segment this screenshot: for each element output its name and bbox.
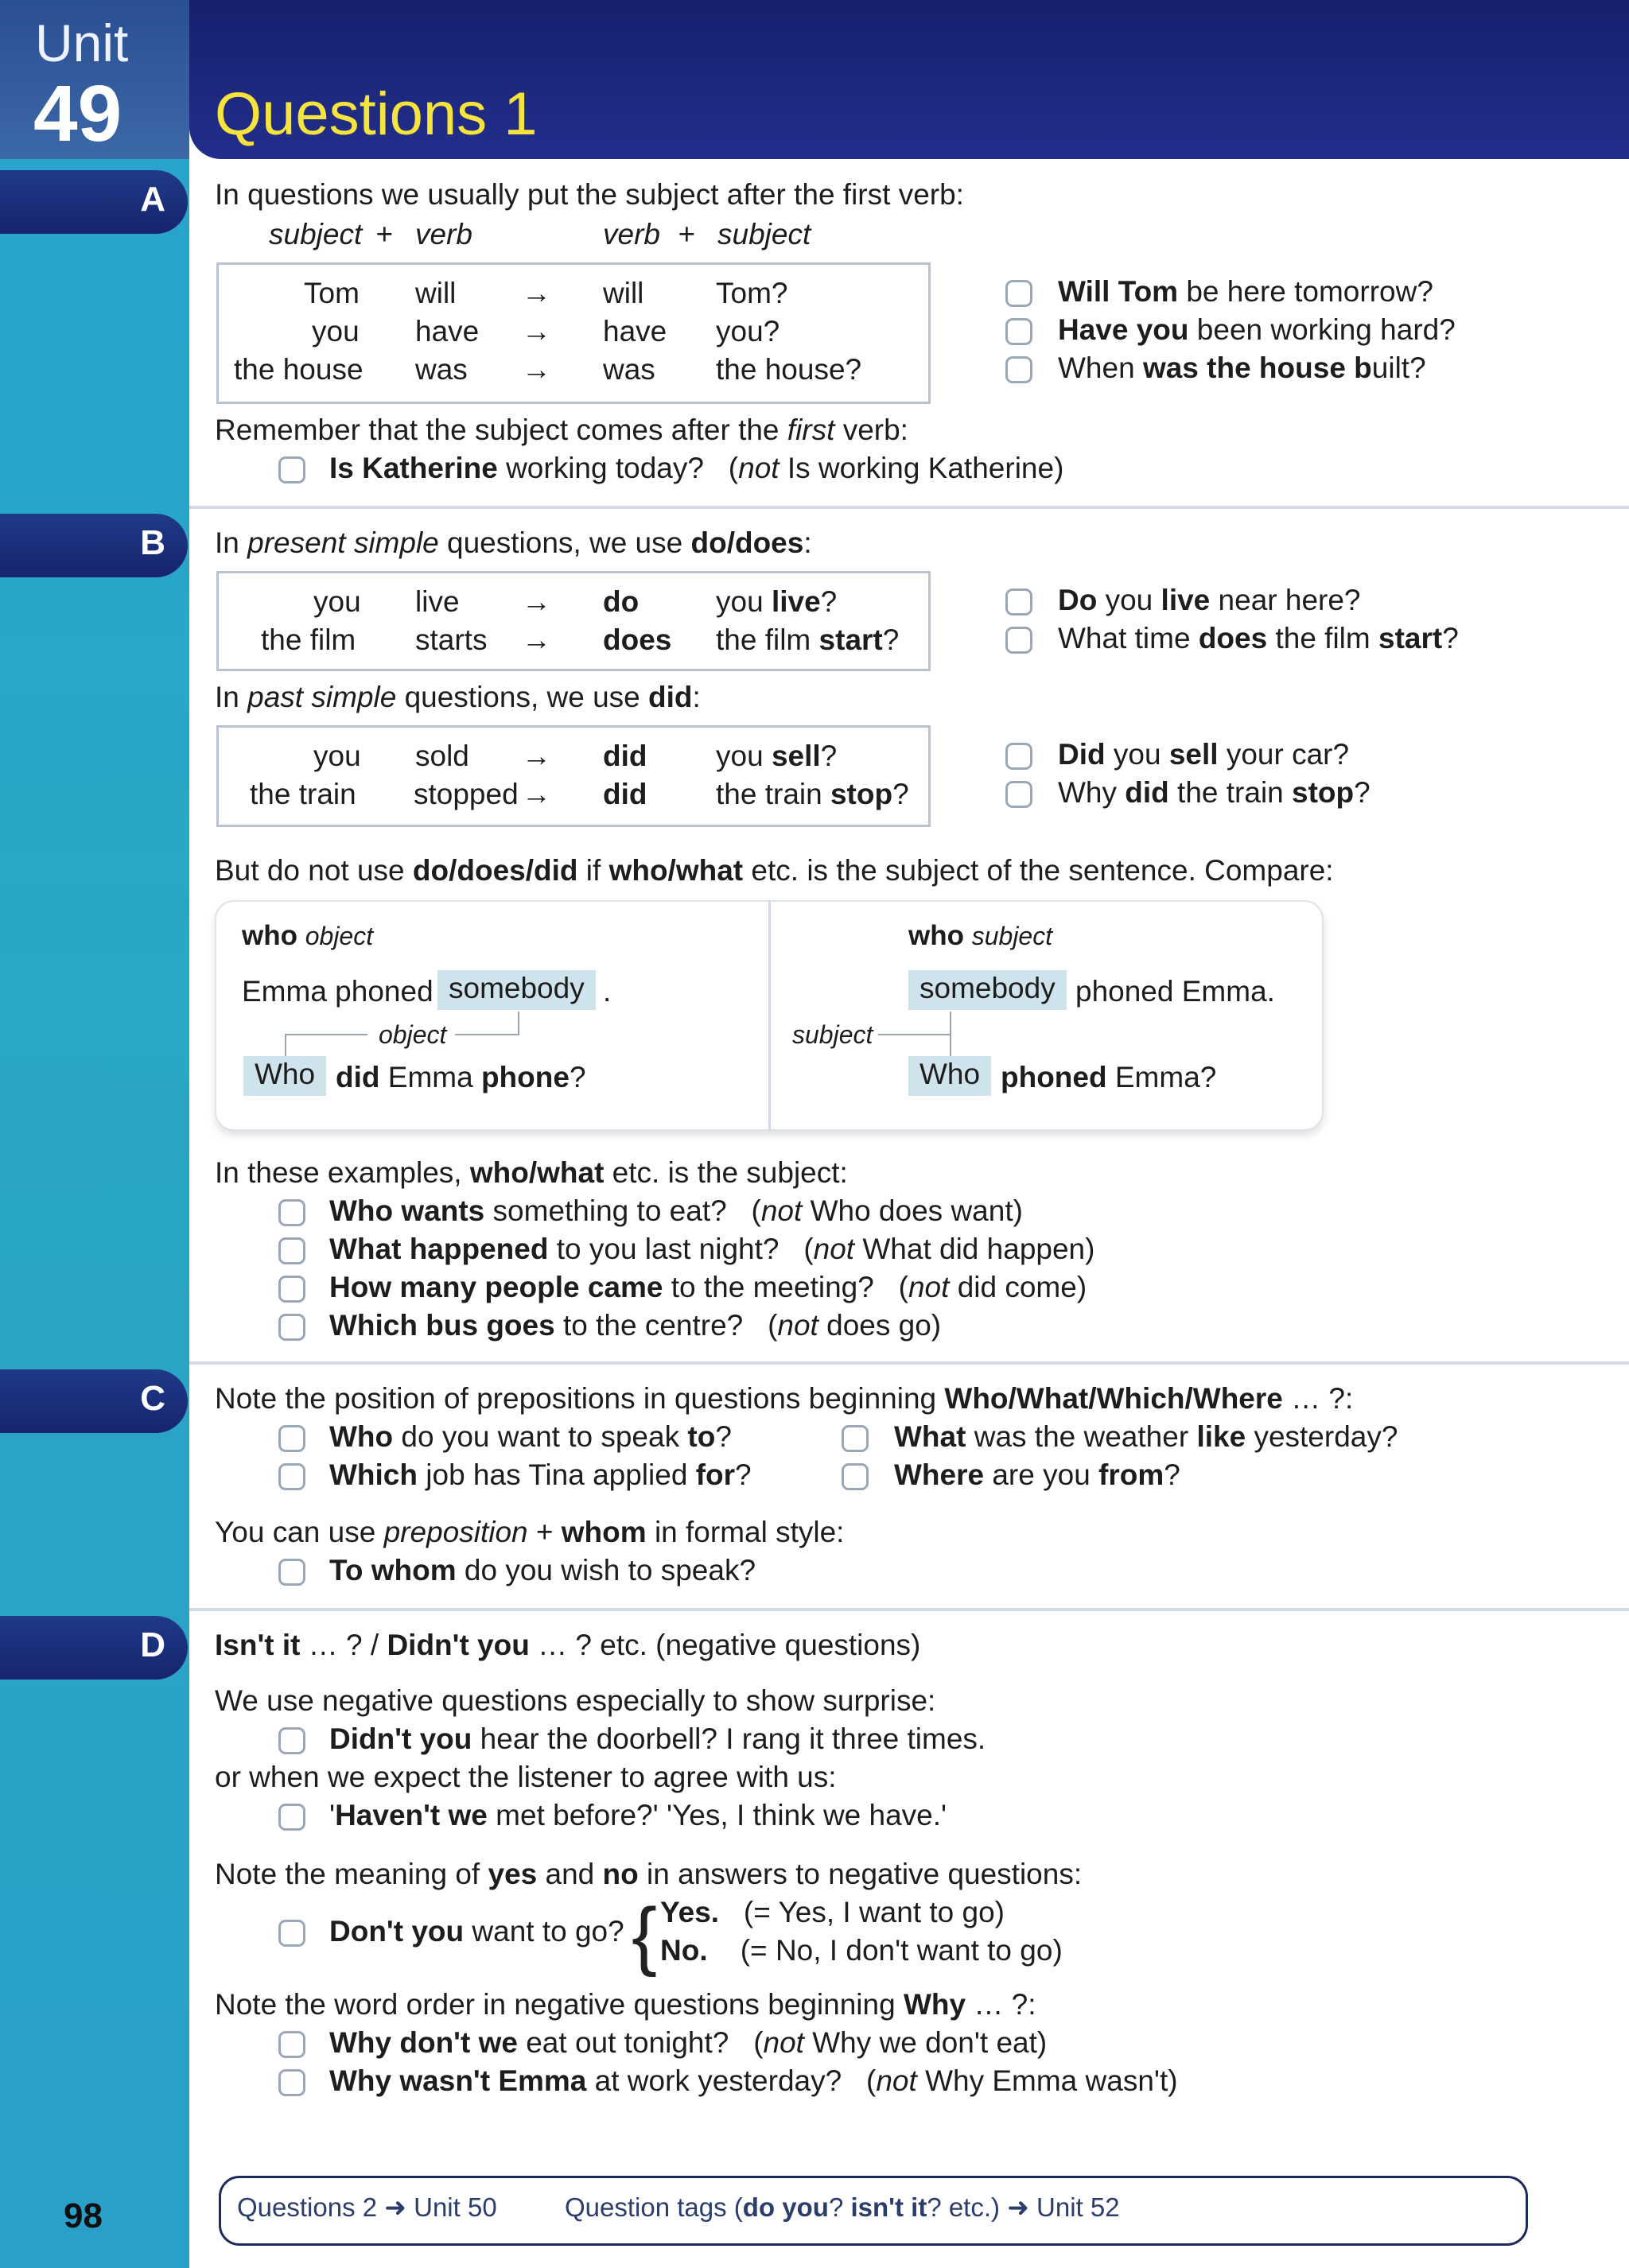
answer-no: No. (= No, I don't want to go) xyxy=(660,1934,1063,1967)
table-cell: the house? xyxy=(716,353,862,386)
example-checkbox[interactable] xyxy=(1005,627,1032,654)
example-checkbox[interactable] xyxy=(278,2069,305,2096)
rule-text: Note the word order in negative questions beginning Why … ?: xyxy=(215,1988,1036,2021)
unit-label: Unit xyxy=(35,14,129,72)
example-sentence: Why don't we eat out tonight? (not Why we don't eat) xyxy=(329,2026,1048,2059)
col-header: + xyxy=(375,218,393,250)
highlight-word: Who xyxy=(243,1056,326,1096)
table-cell: the film xyxy=(261,623,356,656)
rule-text: We use negative questions especially to show surprise: xyxy=(215,1684,936,1717)
connector-label: object xyxy=(379,1020,447,1049)
arrow-right-icon: ➜ xyxy=(384,2192,406,2222)
arrow: → xyxy=(522,585,551,618)
table-cell: will xyxy=(603,277,644,309)
example-checkbox[interactable] xyxy=(1005,280,1032,307)
example-sentence: Don't you want to go? xyxy=(329,1915,624,1948)
arrow: → xyxy=(522,353,551,386)
arrow: → xyxy=(522,277,551,309)
table-cell: you live? xyxy=(716,585,838,618)
unit-box xyxy=(0,0,189,159)
example-sentence: Where are you from? xyxy=(894,1458,1180,1491)
example-sentence: To whom do you wish to speak? xyxy=(329,1554,756,1586)
example-sentence: What happened to you last night? (not What did happen) xyxy=(329,1233,1095,1265)
brace-symbol: { xyxy=(632,1893,658,1978)
arrow-right-icon: ➜ xyxy=(1007,2192,1029,2222)
table-cell: you? xyxy=(716,315,780,348)
compare-heading-left: who object xyxy=(242,920,374,951)
cross-reference-link[interactable]: Question tags (do you? isn't it? etc.) ➜ Unit 52 xyxy=(565,2192,1120,2222)
section-tab-d: D xyxy=(0,1616,188,1680)
example-sentence: Did you sell your car? xyxy=(1058,738,1350,771)
example-checkbox[interactable] xyxy=(278,1920,305,1947)
example-checkbox[interactable] xyxy=(278,1804,305,1831)
section-a-intro: In questions we usually put the subject after the first verb: xyxy=(215,178,964,211)
table-cell: have xyxy=(415,315,480,348)
example-checkbox[interactable] xyxy=(842,1463,869,1490)
example-sentence: Which job has Tina applied for? xyxy=(329,1458,752,1491)
cross-reference-link[interactable]: Questions 2 ➜ Unit 50 xyxy=(237,2192,497,2222)
table-cell: Tom xyxy=(304,277,360,309)
rule-text: In present simple questions, we use do/does: xyxy=(215,526,812,559)
example-sentence: Why did the train stop? xyxy=(1058,776,1370,809)
table-cell: you sell? xyxy=(716,740,838,772)
example-sentence: Which bus goes to the centre? (not does go) xyxy=(329,1309,942,1342)
example-checkbox[interactable] xyxy=(278,1425,305,1452)
table-cell: live xyxy=(415,585,460,618)
rule-text: In these examples, who/what etc. is the subject: xyxy=(215,1156,848,1189)
example-sentence: Didn't you hear the doorbell? I rang it three times. xyxy=(329,1722,986,1755)
example-sentence: How many people came to the meeting? (not did come) xyxy=(329,1271,1087,1303)
arrow: → xyxy=(522,623,551,656)
unit-number: 49 xyxy=(33,69,122,158)
table-cell: the film start? xyxy=(716,623,900,656)
rule-text: Note the meaning of yes and no in answers to negative questions: xyxy=(215,1858,1083,1890)
rule-text: In past simple questions, we use did: xyxy=(215,681,701,713)
example-checkbox[interactable] xyxy=(278,1314,305,1341)
table-cell: you xyxy=(313,740,361,772)
example-sentence: Why wasn't Emma at work yesterday? (not Why Emma wasn't) xyxy=(329,2064,1178,2097)
section-divider xyxy=(189,1361,1629,1365)
connector-line xyxy=(950,1012,951,1056)
compare-divider xyxy=(768,900,771,1131)
table-cell: did xyxy=(603,740,647,772)
arrow: → xyxy=(522,315,551,348)
example-checkbox[interactable] xyxy=(1005,318,1032,345)
answer-yes: Yes. (= Yes, I want to go) xyxy=(660,1896,1005,1928)
compare-question: phoned Emma? xyxy=(1001,1061,1217,1093)
col-header: subject xyxy=(717,218,811,250)
rule-text: or when we expect the listener to agree with us: xyxy=(215,1761,837,1793)
arrow: → xyxy=(522,778,551,810)
example-sentence: Is Katherine working today? (not Is working Katherine) xyxy=(329,452,1064,484)
table-cell: the train xyxy=(250,778,356,810)
compare-sentence: Emma phoned xyxy=(242,975,433,1008)
table-cell: does xyxy=(603,623,672,656)
table-cell: the house xyxy=(234,353,364,386)
connector-line xyxy=(455,1034,519,1035)
connector-line xyxy=(285,1034,367,1035)
section-d-heading: Isn't it … ? / Didn't you … ? etc. (negative questions) xyxy=(215,1629,921,1661)
example-checkbox[interactable] xyxy=(278,1237,305,1264)
example-sentence: Will Tom be here tomorrow? xyxy=(1058,275,1433,308)
example-sentence: What time does the film start? xyxy=(1058,622,1459,654)
col-header: subject xyxy=(269,218,363,250)
compare-punct: . xyxy=(603,975,612,1008)
section-divider xyxy=(189,506,1629,509)
page-number: 98 xyxy=(64,2196,103,2235)
section-tab-a: A xyxy=(0,170,188,234)
table-cell: sold xyxy=(415,740,469,772)
sidebar xyxy=(0,0,189,2268)
rule-text: Remember that the subject comes after the first verb: xyxy=(215,414,908,446)
example-checkbox[interactable] xyxy=(278,1559,305,1586)
example-checkbox[interactable] xyxy=(278,1199,305,1226)
section-divider xyxy=(189,1608,1629,1611)
example-checkbox[interactable] xyxy=(278,1727,305,1754)
compare-question: did Emma phone? xyxy=(336,1061,586,1093)
connector-line xyxy=(878,1034,951,1035)
connector-label: subject xyxy=(792,1020,873,1049)
arrow: → xyxy=(522,740,551,772)
example-sentence: Do you live near here? xyxy=(1058,584,1361,616)
example-checkbox[interactable] xyxy=(1005,588,1032,616)
example-sentence: Have you been working hard? xyxy=(1058,313,1456,346)
example-sentence: What was the weather like yesterday? xyxy=(894,1420,1398,1453)
section-tab-c: C xyxy=(0,1369,188,1433)
example-sentence: When was the house built? xyxy=(1058,351,1426,384)
highlight-word: somebody xyxy=(908,970,1067,1010)
example-sentence: Who wants something to eat? (not Who does want) xyxy=(329,1194,1023,1227)
table-cell: did xyxy=(603,778,647,810)
example-checkbox[interactable] xyxy=(278,1463,305,1490)
example-checkbox[interactable] xyxy=(1005,743,1032,770)
example-checkbox[interactable] xyxy=(1005,781,1032,808)
example-checkbox[interactable] xyxy=(842,1425,869,1452)
table-cell: have xyxy=(603,315,667,348)
highlight-word: somebody xyxy=(437,970,596,1010)
example-checkbox[interactable] xyxy=(278,456,305,484)
table-cell: was xyxy=(603,353,655,386)
example-checkbox[interactable] xyxy=(1005,356,1032,383)
page-title: Questions 1 xyxy=(215,80,538,148)
table-cell: will xyxy=(415,277,457,309)
example-sentence: 'Haven't we met before?' 'Yes, I think we have.' xyxy=(329,1799,947,1831)
highlight-word: Who xyxy=(908,1056,991,1096)
col-header: + xyxy=(678,218,695,250)
section-tab-b: B xyxy=(0,514,188,577)
table-cell: starts xyxy=(415,623,488,656)
example-sentence: Who do you want to speak to? xyxy=(329,1420,732,1453)
compare-sentence: phoned Emma. xyxy=(1075,975,1275,1008)
table-cell: do xyxy=(603,585,640,618)
table-cell: the train stop? xyxy=(716,778,909,810)
example-checkbox[interactable] xyxy=(278,2031,305,2058)
compare-heading-right: who subject xyxy=(908,920,1053,951)
table-cell: stopped xyxy=(414,778,519,810)
table-cell: you xyxy=(312,315,360,348)
connector-line xyxy=(518,1012,519,1035)
table-cell: was xyxy=(415,353,468,386)
col-header: verb xyxy=(603,218,660,250)
col-header: verb xyxy=(415,218,472,250)
table-cell: you xyxy=(313,585,361,618)
table-cell: Tom? xyxy=(716,277,788,309)
example-checkbox[interactable] xyxy=(278,1276,305,1303)
rule-text: You can use preposition + whom in formal style: xyxy=(215,1516,845,1548)
rule-text: Note the position of prepositions in questions beginning Who/What/Which/Where … ?: xyxy=(215,1382,1354,1415)
rule-text: But do not use do/does/did if who/what etc. is the subject of the sentence. Compare: xyxy=(215,854,1334,887)
